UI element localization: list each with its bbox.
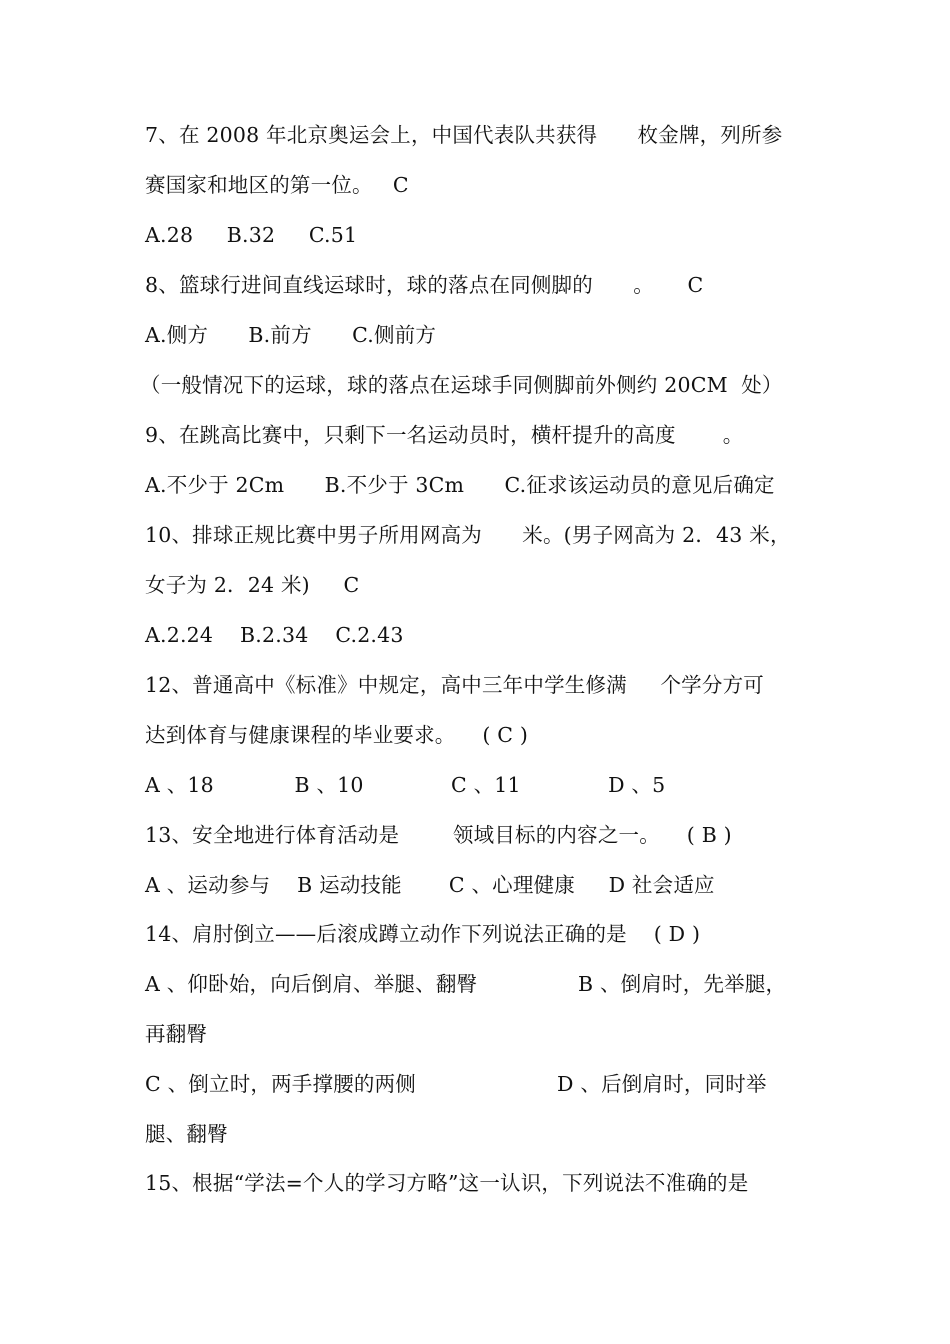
- question-12-options: A 、18 B 、10 C 、11 D 、5: [145, 773, 666, 797]
- question-9-options: A.不少于 2Cm B.不少于 3Cm C.征求该运动员的意见后确定: [145, 473, 775, 497]
- question-12-line-2: 达到体育与健康课程的毕业要求。 ( C ): [145, 723, 529, 747]
- question-15-line-1: 15、根据“学法=个人的学习方略”这一认识，下列说法不准确的是: [145, 1171, 749, 1195]
- question-8-note: （一般情况下的运球，球的落点在运球手同侧脚前外侧约 20CM 处）: [140, 373, 783, 397]
- question-13-options: A 、运动参与 B 运动技能 C 、心理健康 D 社会适应: [145, 873, 715, 897]
- question-8-line-1: 8、篮球行进间直线运球时，球的落点在同侧脚的 。 C: [145, 273, 704, 297]
- question-10-line-2: 女子为 2．24 米) C: [145, 573, 360, 597]
- question-12-line-1: 12、普通高中《标准》中规定，高中三年中学生修满 个学分方可: [145, 673, 764, 697]
- question-14-options-ab: A 、仰卧始，向后倒肩、举腿、翻臀 B 、倒肩时，先举腿，: [145, 972, 787, 996]
- question-9-line-1: 9、在跳高比赛中，只剩下一名运动员时，横杆提升的高度 。: [145, 423, 744, 447]
- question-14-line-1: 14、肩肘倒立——后滚成蹲立动作下列说法正确的是 ( D ): [145, 922, 701, 946]
- question-14-options-cd: C 、倒立时，两手撑腰的两侧 D 、后倒肩时，同时举: [145, 1072, 767, 1096]
- question-8-options: A.侧方 B.前方 C.侧前方: [145, 323, 437, 347]
- question-14-options-ab-cont: 再翻臀: [145, 1022, 208, 1046]
- question-7-line-2: 赛国家和地区的第一位。 C: [145, 173, 409, 197]
- question-10-line-1: 10、排球正规比赛中男子所用网高为 米。(男子网高为 2．43 米，: [145, 523, 791, 547]
- question-7-line-1: 7、在 2008 年北京奥运会上，中国代表队共获得 枚金牌，列所参: [145, 123, 783, 147]
- question-13-line-1: 13、安全地进行体育活动是 领域目标的内容之一。 ( B ): [145, 823, 732, 847]
- question-7-options: A.28 B.32 C.51: [145, 223, 358, 247]
- question-14-options-cd-cont: 腿、翻臀: [145, 1122, 228, 1146]
- question-10-options: A.2.24 B.2.34 C.2.43: [145, 623, 404, 647]
